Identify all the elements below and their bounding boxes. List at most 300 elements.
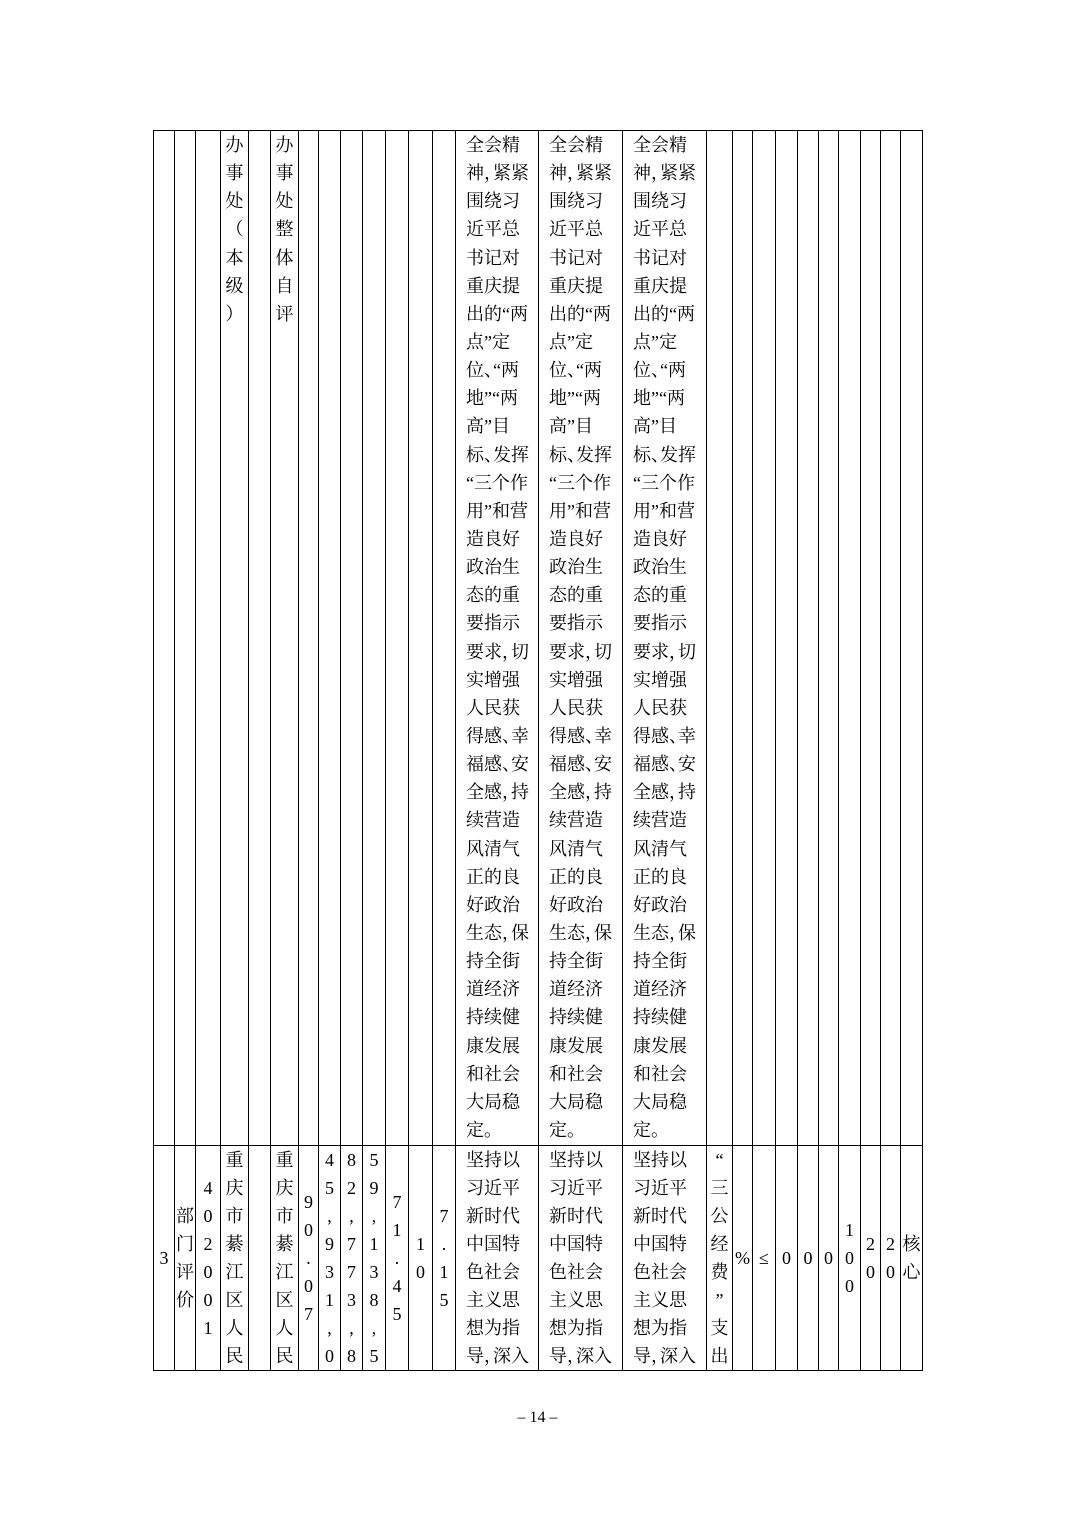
char: 2	[886, 1234, 895, 1254]
char: 重	[275, 1150, 294, 1170]
text-line: 持全街	[633, 951, 687, 972]
char: 3	[325, 1262, 334, 1282]
char: 区	[275, 1290, 294, 1310]
cell-r1-c14	[456, 131, 539, 1146]
char: 0	[304, 1276, 313, 1296]
comparison-symbol	[753, 1244, 775, 1272]
char: 3	[159, 1248, 169, 1268]
text-line: 和社会	[466, 1063, 520, 1084]
text-line: 点”定	[549, 331, 593, 352]
text-line: 道经济	[466, 979, 520, 1000]
text-line: 要求，切	[633, 641, 696, 662]
cell-text-block	[623, 1146, 706, 1370]
vertical-text	[221, 1146, 248, 1370]
char: 重	[225, 1150, 244, 1170]
text-line: 书记对	[466, 247, 520, 268]
text-line: 坚持以	[633, 1150, 687, 1170]
char: 0	[824, 1248, 833, 1268]
data-table	[153, 130, 923, 1371]
char: 评	[176, 1262, 194, 1282]
char: 人	[275, 1318, 294, 1338]
cell-r2-c07	[299, 1146, 319, 1371]
text-line: 标、发挥	[549, 444, 612, 465]
cell-r1-c26	[901, 131, 923, 1146]
text-line: 政治生	[549, 557, 603, 578]
text-line: 近平总	[633, 219, 687, 240]
char: 1	[845, 1220, 854, 1240]
text-line: 持全街	[466, 951, 520, 972]
cell-text-block	[539, 131, 622, 1144]
text-line: 重庆提	[466, 275, 520, 296]
char: 1	[369, 1234, 379, 1254]
char: 1	[392, 1220, 402, 1240]
text-line: 正的良	[549, 866, 603, 887]
text-line: 习近平	[466, 1178, 520, 1198]
char: 0	[203, 1290, 213, 1310]
text-line: 导，深入	[633, 1346, 696, 1366]
char: ≤	[759, 1248, 769, 1268]
char: 7	[347, 1234, 356, 1254]
text-line: 中国特	[466, 1234, 520, 1254]
text-line: 持全街	[549, 951, 603, 972]
cell-r2-c21	[798, 1146, 819, 1371]
text-line: 持续健	[549, 1007, 603, 1028]
cell-r1-c19	[753, 131, 776, 1146]
text-line: 态的重	[466, 585, 520, 606]
text-line: 风清气	[466, 838, 520, 859]
char: 2	[866, 1234, 875, 1254]
vertical-text	[271, 131, 298, 328]
char: 7	[439, 1206, 449, 1226]
char: 0	[416, 1262, 425, 1282]
char: 部	[176, 1206, 194, 1226]
char: 民	[225, 1346, 244, 1366]
text-line: 位、“两	[549, 360, 602, 381]
text-line: 大局稳	[466, 1091, 520, 1112]
char: 3	[369, 1262, 379, 1282]
text-line: 用”和营	[549, 500, 611, 521]
char: ）	[225, 303, 244, 324]
unit-symbol	[733, 1244, 752, 1272]
text-line: 坚持以	[549, 1150, 603, 1170]
cell-r2-c16	[623, 1146, 707, 1371]
text-line: 政治生	[466, 557, 520, 578]
text-line: 实增强	[549, 669, 603, 690]
text-line: 色社会	[633, 1262, 687, 1282]
cell-r2-c17	[707, 1146, 733, 1371]
text-line: 态的重	[549, 585, 603, 606]
text-line: 大局稳	[549, 1091, 603, 1112]
char: ”	[715, 1290, 724, 1310]
text-line: 要指示	[549, 613, 603, 634]
char: 0	[845, 1276, 854, 1296]
text-line: 围绕习	[549, 191, 603, 212]
cell-r2-c06	[271, 1146, 299, 1371]
cell-r2-c20	[776, 1146, 798, 1371]
text-line: 定。	[549, 1119, 576, 1140]
vertical-number	[433, 1202, 455, 1314]
vertical-code	[196, 1174, 220, 1342]
cell-r1-c17	[707, 131, 733, 1146]
char: 体	[275, 247, 294, 268]
text-line: 生态，保	[466, 922, 529, 943]
char: 江	[225, 1262, 244, 1282]
char: 庆	[275, 1178, 294, 1198]
cell-r1-c05	[249, 131, 271, 1146]
text-line: 造良好	[549, 528, 603, 549]
text-line: 标、发挥	[633, 444, 696, 465]
text-line: 近平总	[549, 219, 603, 240]
text-line: 和社会	[549, 1063, 603, 1084]
text-line: 福感、安	[633, 754, 696, 775]
text-line: 出的“两	[633, 303, 695, 324]
char: ,	[327, 1206, 332, 1226]
text-line: 生态，保	[633, 922, 696, 943]
vertical-number	[798, 1244, 818, 1272]
text-line: 中国特	[633, 1234, 687, 1254]
char: 2	[203, 1234, 213, 1254]
char: 评	[275, 303, 294, 324]
vertical-number	[881, 1230, 900, 1286]
cell-r1-c24	[861, 131, 881, 1146]
char: 0	[203, 1206, 213, 1226]
cell-text-block	[539, 1146, 622, 1370]
text-line: 书记对	[549, 247, 603, 268]
row-number	[154, 1244, 174, 1272]
text-line: 要求，切	[549, 641, 612, 662]
char: 5	[325, 1178, 334, 1198]
char: 綦	[275, 1234, 294, 1254]
char: 5	[392, 1304, 402, 1324]
char: ,	[327, 1318, 332, 1338]
cell-r1-c07	[299, 131, 319, 1146]
vertical-number	[363, 1146, 385, 1370]
cell-r2-c25	[881, 1146, 901, 1371]
text-line: 定。	[633, 1119, 660, 1140]
text-line: 色社会	[549, 1262, 603, 1282]
char: 1	[325, 1290, 334, 1310]
text-line: 要指示	[466, 613, 520, 634]
text-line: 风清气	[633, 838, 687, 859]
cell-r2-c11	[386, 1146, 409, 1371]
char: 市	[275, 1206, 294, 1226]
char: 9	[325, 1234, 334, 1254]
vertical-number	[319, 1146, 340, 1370]
vertical-number	[839, 1216, 860, 1300]
text-line: 风清气	[549, 838, 603, 859]
text-line: 全感，持	[633, 782, 696, 803]
text-line: 标、发挥	[466, 444, 529, 465]
text-line: 全会精	[466, 135, 520, 155]
text-line: 高”目	[633, 416, 677, 437]
vertical-text	[175, 1202, 195, 1314]
cell-r2-c24	[861, 1146, 881, 1371]
char: 8	[347, 1346, 356, 1366]
char: %	[735, 1248, 750, 1268]
text-line: 新时代	[549, 1206, 603, 1226]
text-line: 地”“两	[466, 388, 518, 409]
char: 处	[275, 191, 294, 212]
text-line: 习近平	[633, 1178, 687, 1198]
text-line: 主义思	[633, 1290, 687, 1310]
char: ,	[349, 1206, 354, 1226]
text-line: 地”“两	[549, 388, 601, 409]
text-line: 围绕习	[633, 191, 687, 212]
char: （	[225, 219, 244, 240]
vertical-number	[819, 1244, 838, 1272]
cell-r1-c12	[409, 131, 433, 1146]
vertical-number	[861, 1230, 880, 1286]
text-line: 想为指	[466, 1318, 520, 1338]
text-line: 围绕习	[466, 191, 520, 212]
text-line: 人民获	[466, 697, 520, 718]
text-line: 用”和营	[633, 500, 695, 521]
text-line: 福感、安	[466, 754, 529, 775]
char: 经	[710, 1234, 729, 1254]
char: 支	[710, 1318, 729, 1338]
text-line: 持续健	[633, 1007, 687, 1028]
vertical-text	[271, 1146, 298, 1370]
text-line: 点”定	[466, 331, 510, 352]
text-line: 习近平	[549, 1178, 603, 1198]
cell-r1-c01	[154, 131, 175, 1146]
char: ,	[371, 1318, 377, 1338]
vertical-number	[341, 1146, 362, 1370]
char: 1	[203, 1318, 213, 1338]
cell-r1-c21	[798, 131, 819, 1146]
text-line: 造良好	[633, 528, 687, 549]
text-line: 福感、安	[549, 754, 612, 775]
text-line: 主义思	[549, 1290, 603, 1310]
cell-r1-c20	[776, 131, 798, 1146]
text-line: 实增强	[466, 669, 520, 690]
text-line: 重庆提	[633, 275, 687, 296]
cell-r1-c15	[539, 131, 623, 1146]
cell-r2-c12	[409, 1146, 433, 1371]
text-line: 续营造	[549, 810, 603, 831]
text-line: 近平总	[466, 219, 520, 240]
cell-r1-c06	[271, 131, 299, 1146]
text-line: 好政治	[466, 894, 520, 915]
cell-r2-c14	[456, 1146, 539, 1371]
char: 级	[225, 275, 244, 296]
char: 0	[325, 1346, 334, 1366]
text-line: 点”定	[633, 331, 677, 352]
char: 自	[275, 275, 294, 296]
text-line: 全会精	[549, 135, 603, 155]
char: 庆	[225, 1178, 244, 1198]
cell-r2-c03	[196, 1146, 221, 1371]
char: 三	[710, 1178, 729, 1198]
cell-r2-c22	[819, 1146, 839, 1371]
text-line: 道经济	[633, 979, 687, 1000]
vertical-number	[299, 1188, 318, 1328]
text-line: 新时代	[466, 1206, 520, 1226]
char: 0	[845, 1248, 854, 1268]
char: 綦	[225, 1234, 244, 1254]
text-line: 书记对	[633, 247, 687, 268]
char: 事	[275, 163, 294, 184]
char: 办	[275, 135, 294, 155]
char: 民	[275, 1346, 294, 1366]
text-line: 位、“两	[466, 360, 519, 381]
text-line: 正的良	[466, 866, 520, 887]
text-line: 人民获	[549, 697, 603, 718]
text-line: 导，深入	[549, 1346, 612, 1366]
cell-r2-c19	[753, 1146, 776, 1371]
char: 8	[369, 1290, 379, 1310]
vertical-text	[707, 1146, 732, 1370]
cell-r1-c16	[623, 131, 707, 1146]
text-line: 正的良	[633, 866, 687, 887]
char: 3	[347, 1290, 356, 1310]
cell-r2-c05	[249, 1146, 271, 1371]
cell-r1-c08	[319, 131, 341, 1146]
cell-text-block	[456, 1146, 538, 1370]
text-line: 生态，保	[549, 922, 612, 943]
text-line: “三个作	[549, 472, 611, 493]
text-line: 和社会	[633, 1063, 687, 1084]
text-line: “三个作	[466, 472, 528, 493]
text-line: 全会精	[633, 135, 687, 155]
cell-r2-c10	[363, 1146, 386, 1371]
page-number: – 14 –	[517, 1409, 558, 1426]
vertical-number	[386, 1188, 408, 1328]
char: 心	[902, 1262, 921, 1282]
cell-r1-c03	[196, 131, 221, 1146]
text-line: 导，深入	[466, 1346, 529, 1366]
vertical-number	[776, 1244, 797, 1272]
text-line: 高”目	[549, 416, 593, 437]
char: 核	[902, 1234, 921, 1254]
text-line: 康发展	[549, 1035, 603, 1056]
text-line: 神，紧紧	[633, 163, 696, 184]
char: 办	[225, 135, 244, 155]
text-line: 要指示	[633, 613, 687, 634]
char: 1	[416, 1234, 425, 1254]
text-line: 政治生	[633, 557, 687, 578]
cell-r2-c08	[319, 1146, 341, 1371]
char: ,	[349, 1318, 354, 1338]
cell-r1-c25	[881, 131, 901, 1146]
char: 9	[304, 1192, 313, 1212]
text-line: 神，紧紧	[549, 163, 612, 184]
cell-r2-c04	[221, 1146, 249, 1371]
cell-r1-c11	[386, 131, 409, 1146]
cell-r2-c15	[539, 1146, 623, 1371]
char: .	[306, 1248, 311, 1268]
vertical-text	[221, 131, 248, 328]
char: 区	[225, 1290, 244, 1310]
char: 5	[369, 1346, 379, 1366]
text-line: 出的“两	[549, 303, 611, 324]
char: 0	[866, 1262, 875, 1282]
cell-r2-c23	[839, 1146, 861, 1371]
text-line: 用”和营	[466, 500, 528, 521]
cell-r1-c02	[175, 131, 196, 1146]
cell-r1-c22	[819, 131, 839, 1146]
vertical-text	[901, 1230, 922, 1286]
char: 事	[225, 163, 244, 184]
char: 江	[275, 1262, 294, 1282]
text-line: 全感，持	[549, 782, 612, 803]
char: 出	[710, 1346, 729, 1366]
text-line: 地”“两	[633, 388, 685, 409]
text-line: 康发展	[633, 1035, 687, 1056]
text-line: “三个作	[633, 472, 695, 493]
cell-r1-c04	[221, 131, 249, 1146]
text-line: 想为指	[549, 1318, 603, 1338]
text-line: 持续健	[466, 1007, 520, 1028]
text-line: 实增强	[633, 669, 687, 690]
text-line: 位、“两	[633, 360, 686, 381]
vertical-number	[409, 1230, 432, 1286]
text-line: 康发展	[466, 1035, 520, 1056]
text-line: 得感、幸	[549, 725, 612, 746]
text-line: 续营造	[633, 810, 687, 831]
cell-r1-c23	[839, 131, 861, 1146]
cell-r2-c09	[341, 1146, 363, 1371]
char: ,	[371, 1206, 377, 1226]
char: 整	[275, 219, 294, 240]
char: 1	[439, 1262, 449, 1282]
text-line: 人民获	[633, 697, 687, 718]
char: 费	[710, 1262, 729, 1282]
char: 7	[392, 1192, 402, 1212]
char: 9	[369, 1178, 379, 1198]
text-line: 重庆提	[549, 275, 603, 296]
cell-r2-c18	[733, 1146, 753, 1371]
char: 4	[392, 1276, 402, 1296]
text-line: 得感、幸	[633, 725, 696, 746]
cell-r1-c13	[433, 131, 456, 1146]
char: 5	[369, 1150, 379, 1170]
text-line: 大局稳	[633, 1091, 687, 1112]
cell-r1-c18	[733, 131, 753, 1146]
text-line: 新时代	[633, 1206, 687, 1226]
text-line: 续营造	[466, 810, 520, 831]
text-line: 想为指	[633, 1318, 687, 1338]
char: .	[394, 1248, 400, 1268]
text-line: 要求，切	[466, 641, 529, 662]
char: 0	[304, 1220, 313, 1240]
text-line: 高”目	[466, 416, 510, 437]
text-line: 定。	[466, 1119, 493, 1140]
char: 人	[225, 1318, 244, 1338]
text-line: 神，紧紧	[466, 163, 529, 184]
text-line: 道经济	[549, 979, 603, 1000]
char: “	[715, 1150, 724, 1170]
text-line: 造良好	[466, 528, 520, 549]
char: 0	[782, 1248, 791, 1268]
char: 7	[347, 1262, 356, 1282]
cell-r2-c01	[154, 1146, 175, 1371]
text-line: 好政治	[633, 894, 687, 915]
char: .	[441, 1234, 447, 1254]
text-line: 出的“两	[466, 303, 528, 324]
char: 0	[886, 1262, 895, 1282]
text-line: 坚持以	[466, 1150, 520, 1170]
char: 门	[176, 1234, 194, 1254]
char: 0	[803, 1248, 813, 1268]
char: 市	[225, 1206, 244, 1226]
char: 0	[203, 1262, 213, 1282]
char: 7	[304, 1304, 313, 1324]
cell-r1-c10	[363, 131, 386, 1146]
char: 本	[225, 247, 244, 268]
char: 5	[439, 1290, 449, 1310]
char: 处	[225, 191, 244, 212]
